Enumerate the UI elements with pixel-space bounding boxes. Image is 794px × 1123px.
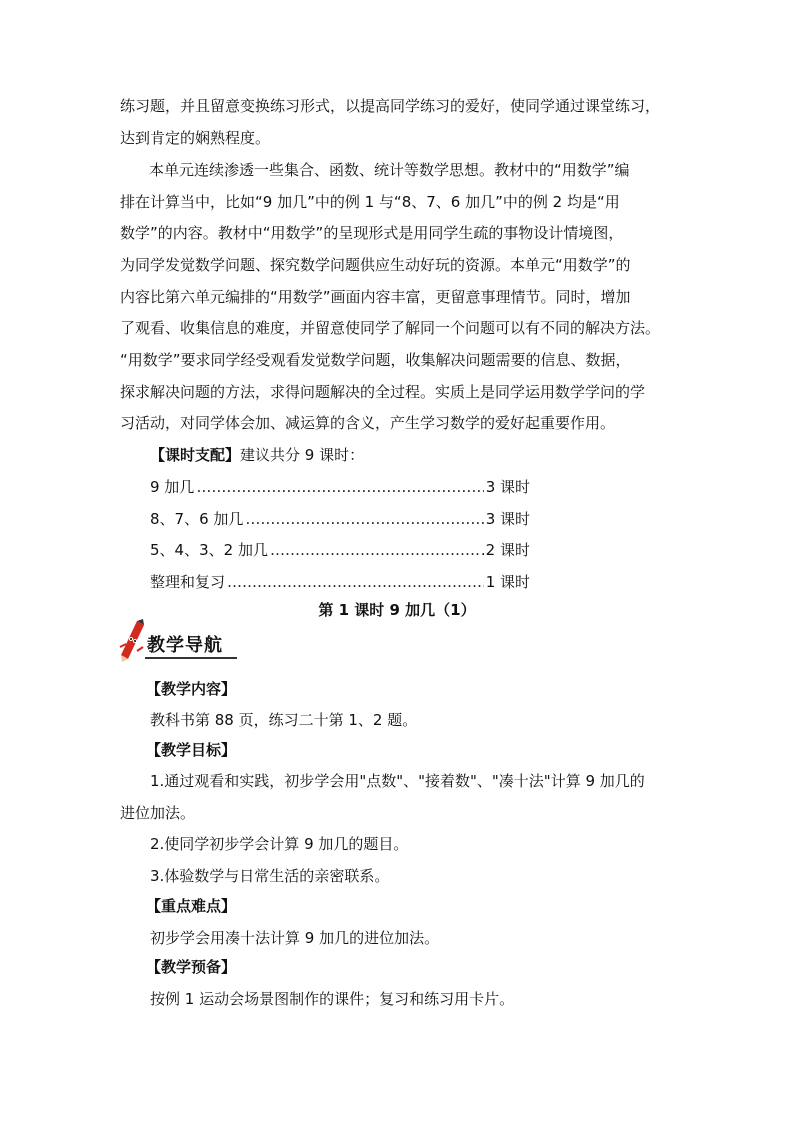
section-heading: 【重点难点】: [146, 897, 237, 915]
schedule-heading-line: [150, 445, 364, 465]
paragraph-line: 内容比第六单元编排的“用数学”画面内容丰富，更留意事理情节。同时，增加: [120, 288, 631, 306]
section-heading: 【教学预备】: [146, 958, 237, 976]
toc-item: [150, 572, 530, 592]
toc-item: [150, 540, 530, 560]
toc-item-hours: 1 课时: [485, 573, 530, 591]
section-text: 教科书第 88 页，练习二十第 1、2 题。: [150, 711, 418, 729]
toc-item-name: 整理和复习: [150, 573, 226, 591]
paragraph-line: 为同学发觉数学问题、探究数学问题供应生动好玩的资源。本单元“用数学”的: [120, 256, 631, 274]
paragraph-line: 数学”的内容。教材中“用数学”的呈现形式是用同学生疏的事物设计情境图，: [120, 224, 624, 242]
toc-item: [150, 477, 530, 497]
goal-line: 2.使同学初步学会计算 9 加几的题目。: [150, 835, 409, 853]
schedule-heading: 【课时支配】: [150, 446, 241, 464]
schedule-intro: 建议共分 9 课时：: [240, 446, 365, 464]
pencil-mascot-icon: [117, 617, 147, 663]
toc-item-name: 5、4、3、2 加几: [150, 541, 268, 559]
toc-leader-dots: [227, 572, 484, 592]
toc-item: [150, 509, 530, 529]
section-heading: 【教学目标】: [146, 741, 237, 759]
goal-line: 1.通过观看和实践，初步学会用"点数"、"接着数"、"凑十法"计算 9 加几的: [150, 772, 645, 790]
lesson-title: 第 1 课时 9 加几（1）: [318, 601, 476, 619]
toc-item-hours: 3 课时: [485, 478, 530, 496]
paragraph-line: 习活动，对同学体会加、减运算的含义，产生学习数学的爱好起重要作用。: [120, 414, 616, 432]
paragraph-line: 探求解决问题的方法，求得问题解决的全过程。实质上是同学运用数学学问的学: [120, 383, 646, 401]
paragraph-line: 了观看、收集信息的难度，并留意使同学了解同一个问题可以有不同的解决方法。: [120, 319, 661, 337]
nav-underline: [145, 657, 237, 659]
paragraph-line: 排在计算当中，比如“9 加几”中的例 1 与“8、7、6 加几”中的例 2 均是“用: [120, 193, 620, 211]
paragraph-line: 练习题，并且留意变换练习形式，以提高同学练习的爱好，使同学通过课堂练习，: [120, 97, 661, 115]
section-text: 按例 1 运动会场景图制作的课件；复习和练习用卡片。: [150, 990, 515, 1008]
teaching-nav-banner: [117, 617, 247, 663]
nav-label: 教学导航: [147, 635, 223, 656]
toc-leader-dots: [245, 509, 483, 529]
section-heading: 【教学内容】: [146, 680, 237, 698]
toc-item-hours: .2 课时: [480, 541, 530, 559]
paragraph-line: “用数学”要求同学经受观看发觉数学问题，收集解决问题需要的信息、数据，: [120, 351, 631, 369]
toc-item-name: 8、7、6 加几: [150, 510, 244, 528]
goal-line: 3.体验数学与日常生活的亲密联系。: [150, 867, 390, 885]
goal-line: 进位加法。: [120, 804, 196, 822]
toc-item-hours: 3 课时: [485, 510, 530, 528]
toc-leader-dots: [196, 477, 483, 497]
paragraph-line: 本单元连续渗透一些集合、函数、统计等数学思想。教材中的“用数学”编: [149, 161, 630, 179]
paragraph-line: 达到肯定的娴熟程度。: [120, 129, 271, 147]
section-text: 初步学会用凑十法计算 9 加几的进位加法。: [150, 929, 440, 947]
toc-item-name: 9 加几: [150, 478, 195, 496]
toc-leader-dots: [270, 540, 479, 560]
